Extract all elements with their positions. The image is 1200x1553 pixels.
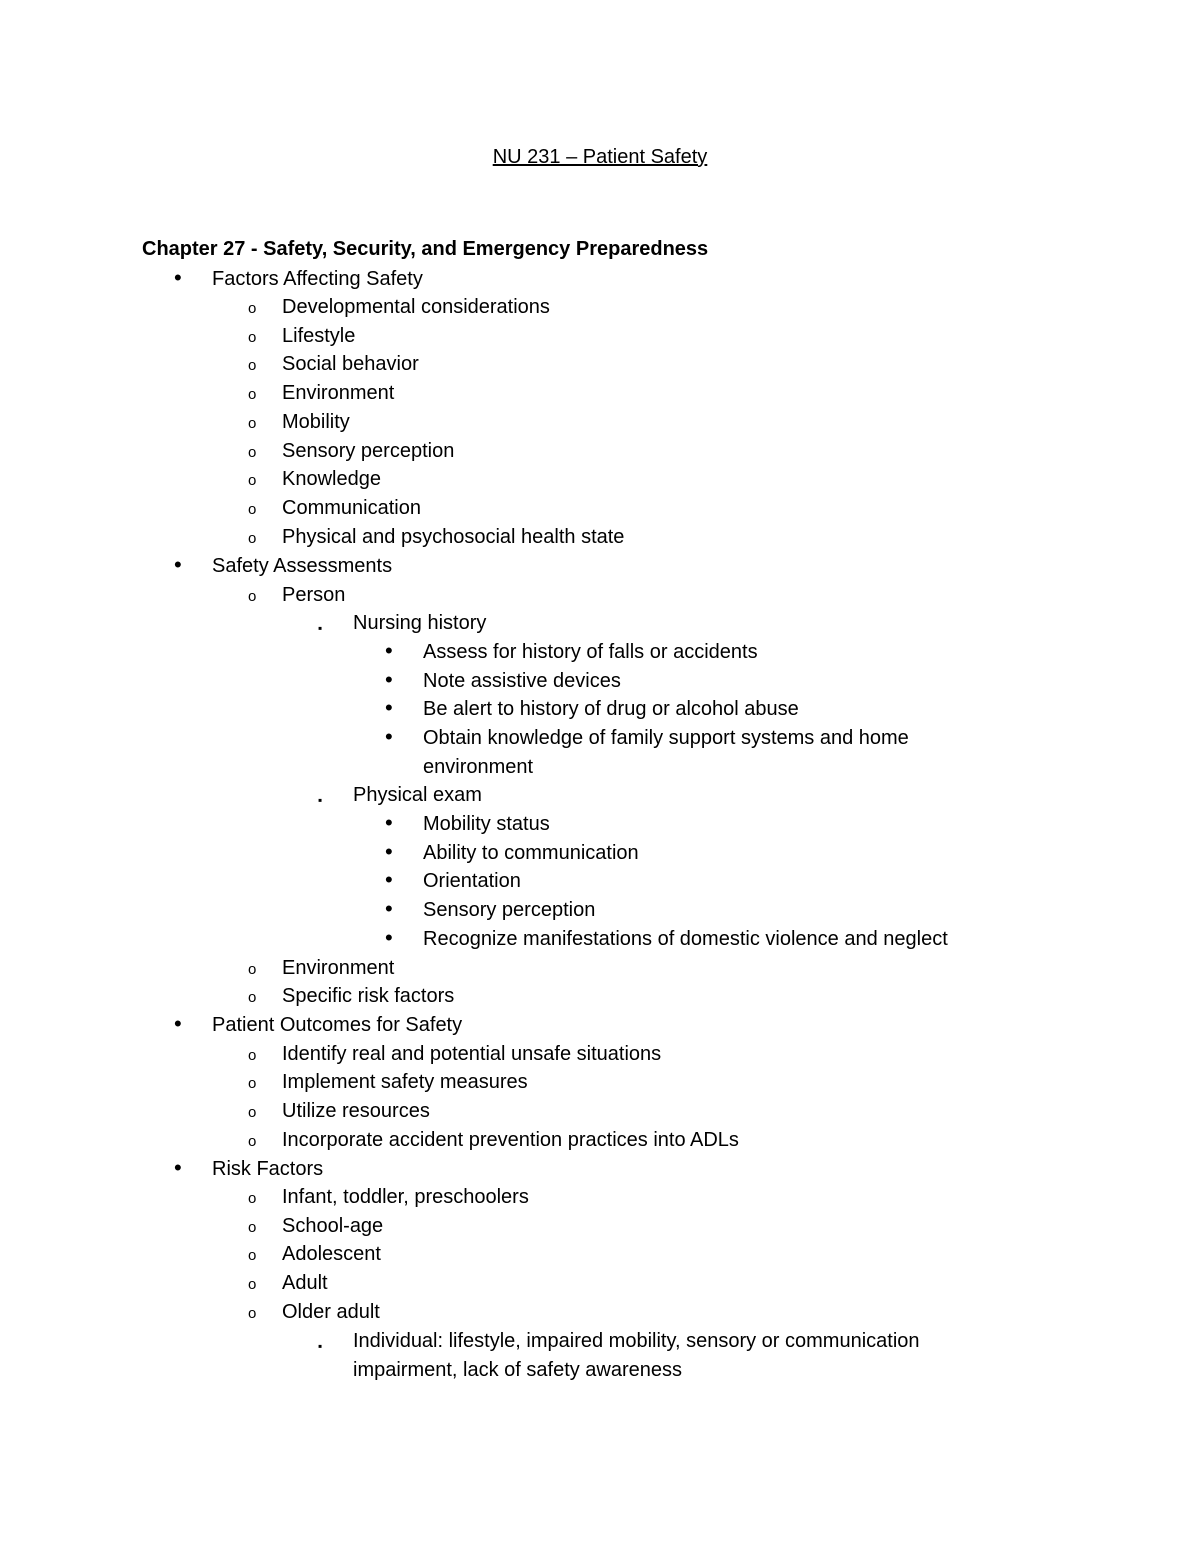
list-item: Physical exam bbox=[353, 784, 482, 806]
list-item: Adult bbox=[282, 1272, 328, 1294]
disc-bullet: • bbox=[385, 925, 393, 950]
chapter-heading: Chapter 27 - Safety, Security, and Emergency Preparedness bbox=[142, 238, 709, 260]
list-item: Assess for history of falls or accidents bbox=[423, 641, 758, 663]
circle-bullet: o bbox=[248, 501, 257, 518]
disc-bullet: • bbox=[174, 1011, 182, 1036]
section-heading: Risk Factors bbox=[212, 1158, 324, 1180]
circle-bullet: o bbox=[248, 386, 257, 403]
section-heading: Factors Affecting Safety bbox=[212, 268, 423, 290]
square-bullet: ▪ bbox=[318, 793, 323, 807]
list-item: Identify real and potential unsafe situations bbox=[282, 1043, 662, 1065]
list-item: Environment bbox=[282, 382, 395, 404]
disc-bullet: • bbox=[385, 667, 393, 692]
circle-bullet: o bbox=[248, 472, 257, 489]
list-item: Be alert to history of drug or alcohol abuse bbox=[423, 698, 799, 720]
list-item: Ability to communication bbox=[423, 842, 639, 864]
disc-bullet: • bbox=[385, 896, 393, 921]
square-bullet: ▪ bbox=[318, 621, 323, 635]
list-item-continuation: environment bbox=[423, 756, 534, 778]
disc-bullet: • bbox=[174, 1155, 182, 1180]
disc-bullet: • bbox=[174, 265, 182, 290]
list-item: Person bbox=[282, 584, 346, 606]
circle-bullet: o bbox=[248, 1247, 257, 1264]
circle-bullet: o bbox=[248, 444, 257, 461]
circle-bullet: o bbox=[248, 1047, 257, 1064]
list-item: Infant, toddler, preschoolers bbox=[282, 1186, 529, 1208]
list-item: Orientation bbox=[423, 870, 521, 892]
list-item: Recognize manifestations of domestic violence and neglect bbox=[423, 928, 948, 950]
circle-bullet: o bbox=[248, 1075, 257, 1092]
list-item: Implement safety measures bbox=[282, 1071, 528, 1093]
list-item: Utilize resources bbox=[282, 1100, 430, 1122]
list-item: Obtain knowledge of family support systems and home bbox=[423, 727, 909, 749]
circle-bullet: o bbox=[248, 1219, 257, 1236]
list-item: Knowledge bbox=[282, 468, 381, 490]
disc-bullet: • bbox=[385, 810, 393, 835]
list-item-continuation: impairment, lack of safety awareness bbox=[353, 1359, 683, 1381]
list-item: Specific risk factors bbox=[282, 985, 455, 1007]
list-item: School-age bbox=[282, 1215, 384, 1237]
circle-bullet: o bbox=[248, 1276, 257, 1293]
document-title: NU 231 – Patient Safety bbox=[492, 146, 708, 168]
circle-bullet: o bbox=[248, 329, 257, 346]
disc-bullet: • bbox=[385, 638, 393, 663]
list-item: Sensory perception bbox=[423, 899, 596, 921]
list-item: Physical and psychosocial health state bbox=[282, 526, 625, 548]
list-item: Incorporate accident prevention practices into ADLs bbox=[282, 1129, 739, 1151]
list-item: Sensory perception bbox=[282, 440, 455, 462]
section-heading: Patient Outcomes for Safety bbox=[212, 1014, 463, 1036]
circle-bullet: o bbox=[248, 1133, 257, 1150]
circle-bullet: o bbox=[248, 1104, 257, 1121]
list-item: Mobility bbox=[282, 411, 350, 433]
disc-bullet: • bbox=[174, 552, 182, 577]
circle-bullet: o bbox=[248, 1190, 257, 1207]
list-item: Nursing history bbox=[353, 612, 487, 634]
disc-bullet: • bbox=[385, 724, 393, 749]
disc-bullet: • bbox=[385, 695, 393, 720]
circle-bullet: o bbox=[248, 588, 257, 605]
list-item: Older adult bbox=[282, 1301, 380, 1323]
list-item: Mobility status bbox=[423, 813, 550, 835]
list-item: Adolescent bbox=[282, 1243, 381, 1265]
circle-bullet: o bbox=[248, 357, 257, 374]
disc-bullet: • bbox=[385, 867, 393, 892]
circle-bullet: o bbox=[248, 530, 257, 547]
list-item: Individual: lifestyle, impaired mobility, sensory or communication bbox=[353, 1330, 920, 1352]
list-item: Note assistive devices bbox=[423, 670, 621, 692]
list-item: Lifestyle bbox=[282, 325, 356, 347]
list-item: Communication bbox=[282, 497, 421, 519]
list-item: Social behavior bbox=[282, 353, 419, 375]
circle-bullet: o bbox=[248, 1305, 257, 1322]
square-bullet: ▪ bbox=[318, 1339, 323, 1353]
circle-bullet: o bbox=[248, 300, 257, 317]
list-item: Environment bbox=[282, 957, 395, 979]
list-item: Developmental considerations bbox=[282, 296, 550, 318]
circle-bullet: o bbox=[248, 989, 257, 1006]
circle-bullet: o bbox=[248, 415, 257, 432]
circle-bullet: o bbox=[248, 961, 257, 978]
disc-bullet: • bbox=[385, 839, 393, 864]
section-heading: Safety Assessments bbox=[212, 555, 393, 577]
